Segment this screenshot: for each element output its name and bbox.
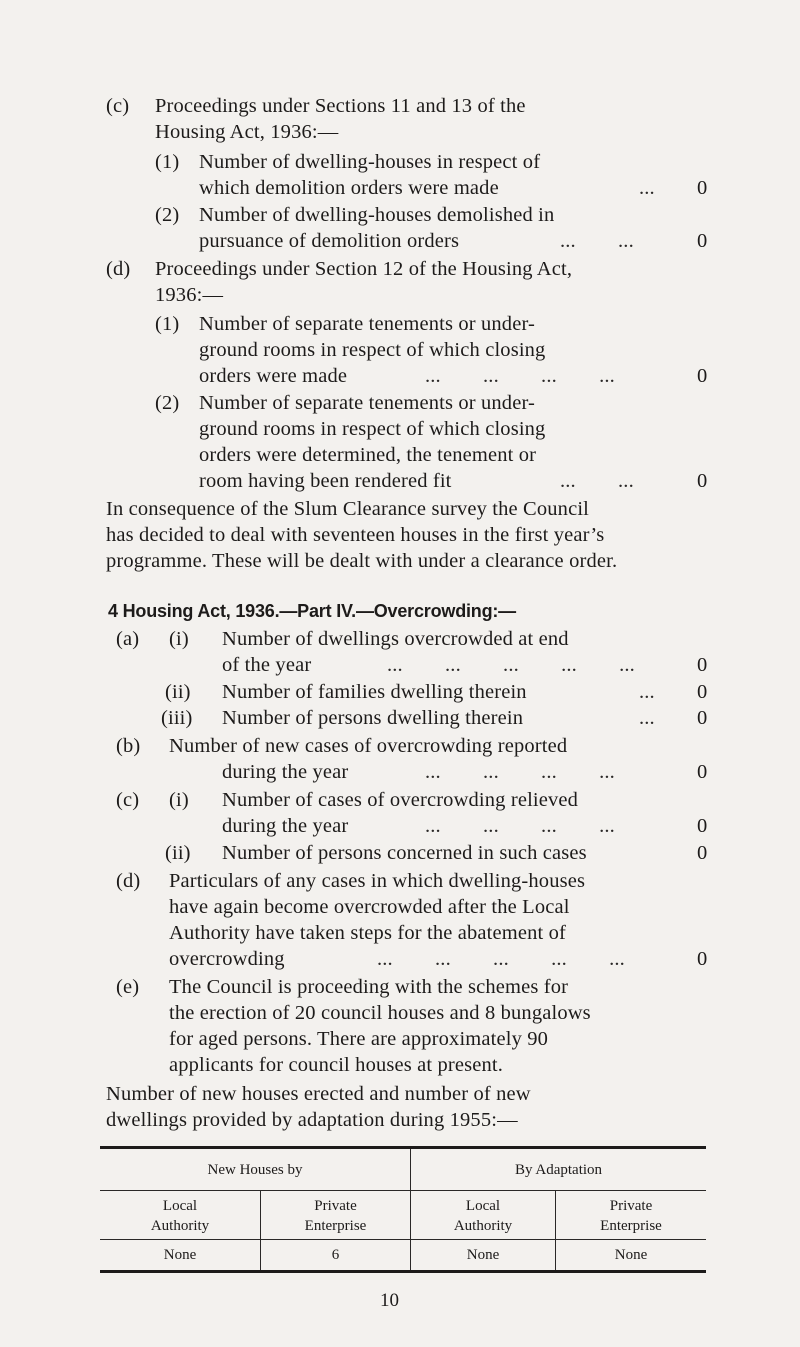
section-4b-label: (b) bbox=[116, 735, 141, 757]
section-d-item1-line3: orders were made bbox=[199, 365, 348, 387]
section-c-item2-line2: pursuance of demolition orders bbox=[199, 230, 460, 252]
table-col2-header-line2: Enterprise bbox=[304, 1218, 367, 1234]
section-d-item2-line1: Number of separate tenements or under- bbox=[199, 392, 536, 414]
table-col1-header-line1: Local bbox=[162, 1198, 198, 1214]
table-col1-header-line2: Authority bbox=[150, 1218, 210, 1234]
section-4-heading: 4 Housing Act, 1936.—Part IV.—Overcrowding:— bbox=[108, 601, 516, 621]
section-d-item1-leader: ... ... ... ... bbox=[425, 365, 615, 387]
table-col3-header-line2: Authority bbox=[453, 1218, 513, 1234]
section-4d-line4: overcrowding bbox=[169, 948, 285, 970]
section-d-title-line1: Proceedings under Section 12 of the Housing Act, bbox=[155, 258, 573, 280]
table-group-new-houses: New Houses by bbox=[207, 1162, 303, 1178]
section-4c-i-line2: during the year bbox=[222, 815, 349, 837]
section-4a-ii-label: (ii) bbox=[165, 681, 191, 703]
table-cell-local-authority: None bbox=[163, 1247, 197, 1263]
page-number: 10 bbox=[380, 1290, 399, 1311]
section-4c-ii-label: (ii) bbox=[165, 842, 191, 864]
section-4c-i-label: (i) bbox=[169, 789, 189, 811]
new-houses-paragraph-line1: Number of new houses erected and number of new bbox=[106, 1083, 531, 1105]
section-4e-line1: The Council is proceeding with the schemes for bbox=[169, 976, 569, 998]
section-c-item1-value: 0 bbox=[697, 177, 708, 199]
section-4d-line1: Particulars of any cases in which dwelling-houses bbox=[169, 870, 586, 892]
section-d-item2-line4: room having been rendered fit bbox=[199, 470, 452, 492]
section-c-item1-leader: ... bbox=[639, 177, 655, 199]
new-houses-paragraph-line2: dwellings provided by adaptation during 1955:— bbox=[106, 1109, 518, 1131]
section-c-item2-label: (2) bbox=[155, 204, 180, 226]
section-4e-line2: the erection of 20 council houses and 8 bungalows bbox=[169, 1002, 591, 1024]
section-d-label: (d) bbox=[106, 258, 131, 280]
section-d-item2-value: 0 bbox=[697, 470, 708, 492]
section-4a-ii-text: Number of families dwelling therein bbox=[222, 681, 527, 703]
section-4a-iii-text: Number of persons dwelling therein bbox=[222, 707, 524, 729]
table-cell-adapt-private-enterprise: None bbox=[614, 1247, 648, 1263]
section-4a-i-label: (i) bbox=[169, 628, 189, 650]
section-4c-label: (c) bbox=[116, 789, 140, 811]
section-c-label: (c) bbox=[106, 95, 130, 117]
section-4a-iii-leader: ... bbox=[639, 707, 655, 729]
section-4a-i-leader: ... ... ... ... ... bbox=[387, 654, 635, 676]
table-cell-private-enterprise: 6 bbox=[331, 1247, 340, 1263]
table-col3-header-line1: Local bbox=[465, 1198, 501, 1214]
section-c-item1-label: (1) bbox=[155, 151, 180, 173]
slum-paragraph-line3: programme. These will be dealt with under a clearance order. bbox=[106, 550, 618, 572]
table-cell-adapt-local-authority: None bbox=[466, 1247, 500, 1263]
section-4c-i-line1: Number of cases of overcrowding relieved bbox=[222, 789, 579, 811]
section-d-item1-line1: Number of separate tenements or under- bbox=[199, 313, 536, 335]
section-4d-value: 0 bbox=[697, 948, 708, 970]
section-4d-leader: ... ... ... ... ... bbox=[377, 948, 625, 970]
section-4a-iii-value: 0 bbox=[697, 707, 708, 729]
section-4c-ii-value: 0 bbox=[697, 842, 708, 864]
section-c-item2-leader: ... ... bbox=[560, 230, 634, 252]
section-4d-label: (d) bbox=[116, 870, 141, 892]
section-4d-line3: Authority have taken steps for the abatement of bbox=[169, 922, 566, 944]
section-d-item1-value: 0 bbox=[697, 365, 708, 387]
section-4b-leader: ... ... ... ... bbox=[425, 761, 615, 783]
section-4a-label: (a) bbox=[116, 628, 140, 650]
table-top-rule bbox=[100, 1146, 706, 1149]
table-subheader-rule bbox=[100, 1239, 706, 1240]
table-col4-header-line2: Enterprise bbox=[600, 1218, 662, 1234]
slum-paragraph-line1: In consequence of the Slum Clearance survey the Council bbox=[106, 498, 590, 520]
section-4e-line4: applicants for council houses at present. bbox=[169, 1054, 504, 1076]
section-4a-ii-value: 0 bbox=[697, 681, 708, 703]
table-bottom-rule bbox=[100, 1270, 706, 1273]
slum-paragraph-line2: has decided to deal with seventeen houses in the first year’s bbox=[106, 524, 605, 546]
section-d-item2-line2: ground rooms in respect of which closing bbox=[199, 418, 546, 440]
section-4c-i-value: 0 bbox=[697, 815, 708, 837]
section-4c-i-leader: ... ... ... ... bbox=[425, 815, 615, 837]
section-d-item1-label: (1) bbox=[155, 313, 180, 335]
section-c-item2-value: 0 bbox=[697, 230, 708, 252]
section-d-title-line2: 1936:— bbox=[155, 284, 224, 306]
section-4a-i-line1: Number of dwellings overcrowded at end bbox=[222, 628, 569, 650]
section-c-item2-line1: Number of dwelling-houses demolished in bbox=[199, 204, 555, 226]
section-d-item2-leader: ... ... bbox=[560, 470, 634, 492]
section-d-item2-line3: orders were determined, the tenement or bbox=[199, 444, 537, 466]
section-4d-line2: have again become overcrowded after the Local bbox=[169, 896, 570, 918]
section-4b-line2: during the year bbox=[222, 761, 349, 783]
section-c-item1-line1: Number of dwelling-houses in respect of bbox=[199, 151, 541, 173]
table-group-adaptation: By Adaptation bbox=[514, 1162, 603, 1178]
section-4e-line3: for aged persons. There are approximately 90 bbox=[169, 1028, 549, 1050]
section-c-title-line2: Housing Act, 1936:— bbox=[155, 121, 339, 143]
table-header-rule bbox=[100, 1190, 706, 1191]
section-d-item1-line2: ground rooms in respect of which closing bbox=[199, 339, 546, 361]
section-4a-i-value: 0 bbox=[697, 654, 708, 676]
section-4a-ii-leader: ... bbox=[639, 681, 655, 703]
section-4a-iii-label: (iii) bbox=[161, 707, 193, 729]
section-4c-ii-text: Number of persons concerned in such cases bbox=[222, 842, 587, 864]
section-4b-value: 0 bbox=[697, 761, 708, 783]
section-4a-i-line2: of the year bbox=[222, 654, 312, 676]
section-d-item2-label: (2) bbox=[155, 392, 180, 414]
section-c-item1-line2: which demolition orders were made bbox=[199, 177, 499, 199]
section-c-title-line1: Proceedings under Sections 11 and 13 of the bbox=[155, 95, 526, 117]
table-col2-header-line1: Private bbox=[314, 1198, 357, 1214]
section-4b-line1: Number of new cases of overcrowding reported bbox=[169, 735, 568, 757]
table-col4-header-line1: Private bbox=[609, 1198, 653, 1214]
section-4e-label: (e) bbox=[116, 976, 140, 998]
